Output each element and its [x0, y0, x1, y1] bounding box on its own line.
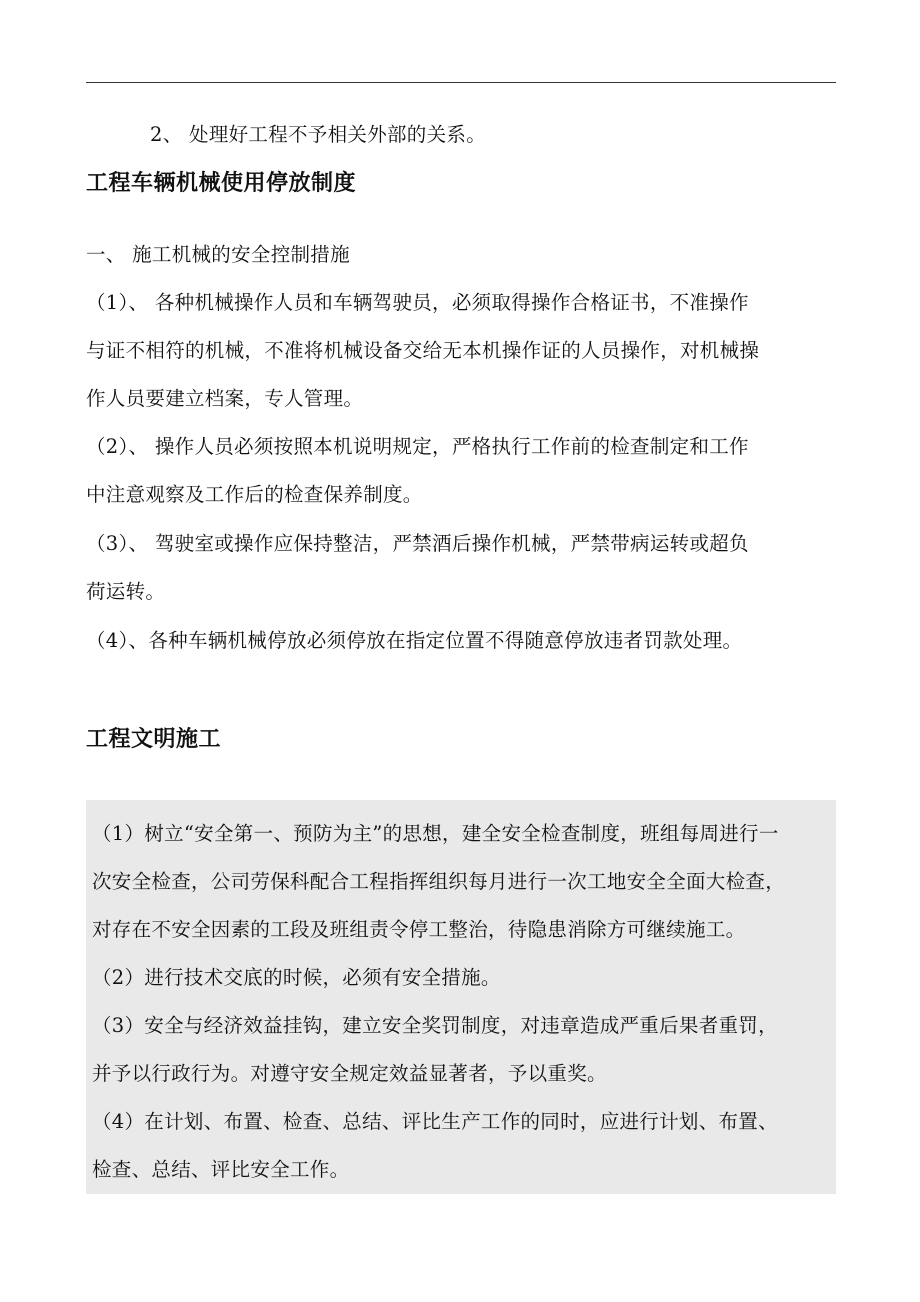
civilized-item-2: （2）进行技术交底的时候，必须有安全措施。	[92, 966, 501, 989]
machinery-item-2: （2）、 操作人员必须按照本机说明规定，严格执行工作前的检查制定和工作 中注意观察及工作后的检查保养制度。	[86, 435, 749, 506]
intro-item: 2、 处理好工程不予相关外部的关系。	[150, 123, 487, 146]
header-rule	[86, 82, 836, 83]
civilized-item-1: （1）树立“安全第一、预防为主”的思想，建全安全检查制度，班组每周进行一 次安全检查，公司劳保科配合工程指挥组织每月进行一次工地安全全面大检查， 对存在不安全因素的工段及班组责令停工整治，待隐患消除方可继续施工。	[92, 822, 786, 941]
civilized-construction-block	[86, 800, 836, 1194]
section-subheading-machinery-safety: 一、 施工机械的安全控制措施	[86, 243, 350, 266]
machinery-item-1: （1）、 各种机械操作人员和车辆驾驶员，必须取得操作合格证书，不准操作 与证不相符的机械，不准将机械设备交给无本机操作证的人员操作，对机械操 作人员要建立档案，专人管理。	[86, 291, 760, 410]
machinery-item-4: （4）、各种车辆机械停放必须停放在指定位置不得随意停放违者罚款处理。	[86, 629, 743, 652]
machinery-item-3: （3）、 驾驶室或操作应保持整洁，严禁酒后操作机械，严禁带病运转或超负 荷运转。	[86, 532, 749, 603]
civilized-item-3: （3）安全与经济效益挂钩，建立安全奖罚制度，对违章造成严重后果者重罚， 并予以行政行为。对遵守安全规定效益显著者，予以重奖。	[92, 1014, 778, 1085]
section-heading-vehicle-machinery: 工程车辆机械使用停放制度	[86, 171, 357, 196]
section-heading-civilized-construction: 工程文明施工	[86, 727, 222, 752]
civilized-item-4: （4）在计划、布置、检查、总结、评比生产工作的同时，应进行计划、布置、 检查、总结、评比安全工作。	[92, 1110, 778, 1181]
